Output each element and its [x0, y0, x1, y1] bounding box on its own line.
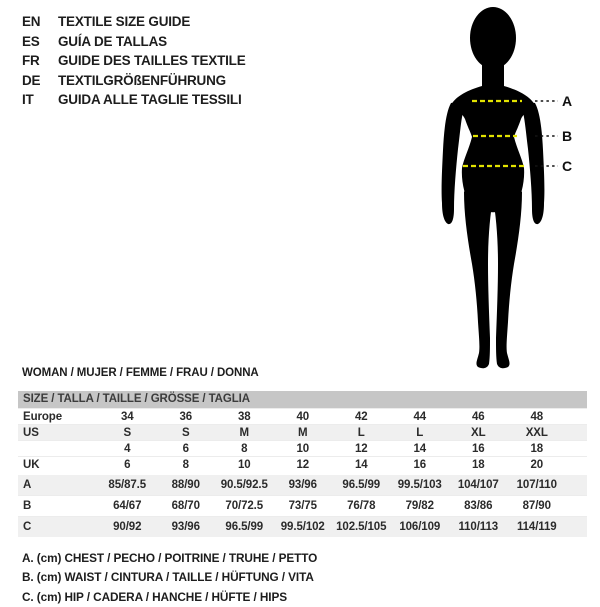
row-label: UK	[18, 457, 98, 474]
language-header	[22, 12, 246, 110]
size-cell: 16	[449, 441, 508, 457]
size-cell: 93/96	[157, 517, 216, 538]
table-row	[18, 441, 587, 457]
size-cell: XL	[449, 425, 508, 441]
row-spacer	[566, 409, 587, 425]
row-label: B	[18, 496, 98, 517]
size-cell: 6	[157, 441, 216, 457]
legend-line-waist: B. (cm) WAIST / CINTURA / TAILLE / HÜFTUNG / VITA	[22, 570, 314, 585]
size-cell: 18	[508, 441, 567, 457]
size-cell: 70/72.5	[215, 496, 274, 517]
size-cell: 10	[215, 457, 274, 474]
legend-line-chest: A. (cm) CHEST / PECHO / POITRINE / TRUHE / PETTO	[22, 550, 318, 565]
size-cell: 40	[274, 409, 333, 425]
table-row	[18, 457, 587, 474]
lang-code: IT	[22, 92, 34, 108]
lang-line-en	[22, 12, 246, 32]
row-spacer	[566, 457, 587, 474]
woman-silhouette-diagram	[420, 0, 600, 375]
measure-label-a: A	[562, 93, 573, 109]
size-cell: 96.5/99	[332, 474, 391, 496]
row-spacer	[566, 474, 587, 496]
size-cell: 64/67	[98, 496, 157, 517]
lang-line-de	[22, 71, 246, 91]
size-cell: 114/119	[508, 517, 567, 538]
size-cell: 20	[508, 457, 567, 474]
measure-label-b: B	[562, 128, 573, 144]
size-cell: S	[157, 425, 216, 441]
table-row	[18, 425, 587, 441]
lang-line-fr	[22, 51, 246, 71]
size-cell: 46	[449, 409, 508, 425]
size-cell: 42	[332, 409, 391, 425]
lang-text: GUIDE DES TAILLES TEXTILE	[58, 53, 246, 69]
size-table	[18, 391, 587, 537]
size-cell: 76/78	[332, 496, 391, 517]
row-spacer	[566, 496, 587, 517]
size-cell: 14	[391, 441, 450, 457]
size-cell: 102.5/105	[332, 517, 391, 538]
row-spacer	[566, 425, 587, 441]
lang-code: EN	[22, 14, 41, 30]
size-table-header: SIZE / TALLA / TAILLE / GRÖSSE / TAGLIA	[18, 391, 587, 408]
size-cell: 38	[215, 409, 274, 425]
size-cell: 68/70	[157, 496, 216, 517]
size-cell: L	[391, 425, 450, 441]
row-label: C	[18, 517, 98, 538]
section-title-woman: WOMAN / MUJER / FEMME / FRAU / DONNA	[22, 367, 259, 379]
lang-text: TEXTILE SIZE GUIDE	[58, 14, 191, 30]
lang-code: FR	[22, 53, 40, 69]
size-table-grid	[18, 408, 587, 537]
size-cell: 83/86	[449, 496, 508, 517]
size-table-body	[18, 409, 587, 538]
size-cell: M	[215, 425, 274, 441]
row-spacer	[566, 517, 587, 538]
size-cell: M	[274, 425, 333, 441]
woman-silhouette-icon	[420, 0, 600, 375]
lang-text: GUÍA DE TALLAS	[58, 33, 167, 49]
table-row	[18, 474, 587, 496]
row-label	[18, 441, 98, 457]
lang-line-it	[22, 90, 246, 110]
size-cell: 12	[332, 441, 391, 457]
size-cell: 36	[157, 409, 216, 425]
lang-code: ES	[22, 33, 40, 49]
size-cell: 90/92	[98, 517, 157, 538]
size-cell: 44	[391, 409, 450, 425]
size-cell: 16	[391, 457, 450, 474]
size-cell: 34	[98, 409, 157, 425]
size-cell: 4	[98, 441, 157, 457]
size-cell: 90.5/92.5	[215, 474, 274, 496]
size-cell: 12	[274, 457, 333, 474]
size-cell: 85/87.5	[98, 474, 157, 496]
size-cell: 48	[508, 409, 567, 425]
size-cell: 93/96	[274, 474, 333, 496]
size-cell: 88/90	[157, 474, 216, 496]
measure-label-c: C	[562, 158, 573, 174]
row-spacer	[566, 441, 587, 457]
size-cell: 87/90	[508, 496, 567, 517]
table-row	[18, 517, 587, 538]
lang-text: GUIDA ALLE TAGLIE TESSILI	[58, 92, 242, 108]
table-row	[18, 496, 587, 517]
size-cell: 79/82	[391, 496, 450, 517]
size-cell: 14	[332, 457, 391, 474]
size-cell: 96.5/99	[215, 517, 274, 538]
row-label: A	[18, 474, 98, 496]
lang-code: DE	[22, 72, 41, 88]
size-cell: 106/109	[391, 517, 450, 538]
size-cell: 8	[215, 441, 274, 457]
legend-line-hip: C. (cm) HIP / CADERA / HANCHE / HÜFTE / HIPS	[22, 589, 287, 604]
size-cell: 99.5/103	[391, 474, 450, 496]
size-cell: 18	[449, 457, 508, 474]
size-cell: 110/113	[449, 517, 508, 538]
size-cell: S	[98, 425, 157, 441]
size-cell: 10	[274, 441, 333, 457]
size-cell: 104/107	[449, 474, 508, 496]
size-cell: XXL	[508, 425, 567, 441]
row-label: US	[18, 425, 98, 441]
table-row	[18, 409, 587, 425]
size-cell: 107/110	[508, 474, 567, 496]
measurement-legend	[22, 548, 317, 607]
lang-text: TEXTILGRÖßENFÜHRUNG	[58, 72, 226, 88]
size-cell: 6	[98, 457, 157, 474]
size-cell: 73/75	[274, 496, 333, 517]
size-cell: L	[332, 425, 391, 441]
row-label: Europe	[18, 409, 98, 425]
size-cell: 99.5/102	[274, 517, 333, 538]
lang-line-es	[22, 32, 246, 52]
size-cell: 8	[157, 457, 216, 474]
